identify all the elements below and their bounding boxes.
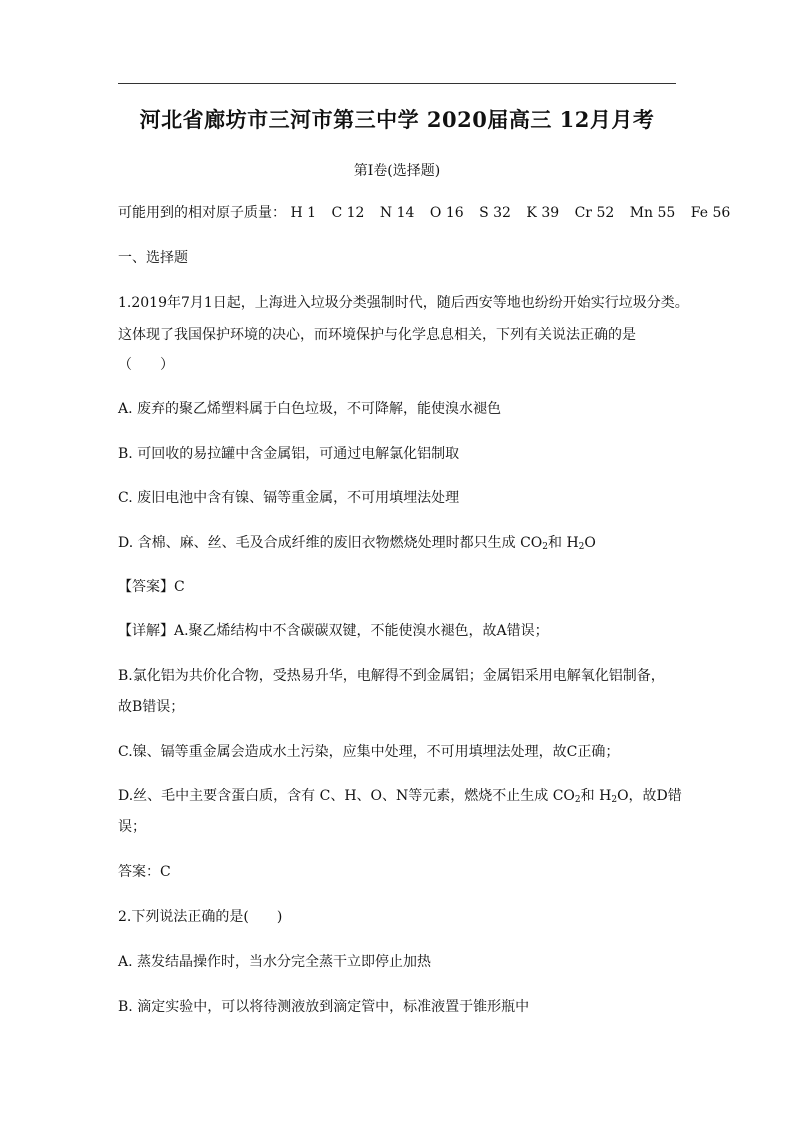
h2o-subscript: 2: [578, 542, 585, 552]
q1-option-d-prefix: D. 含棉、麻、丝、毛及合成纤维的废旧衣物燃烧处理时都只生成 CO: [118, 535, 543, 551]
q1-stem-line1: 1.2019年7月1日起，上海进入垃圾分类强制时代，随后西安等地也纷纷开始实行垃圾分类。: [118, 295, 689, 311]
atomic-mass-item: C 12: [331, 205, 365, 221]
q1-option-d-mid: 和 H: [548, 535, 579, 551]
atomic-mass-item: K 39: [526, 205, 560, 221]
atomic-mass-label: 可能用到的相对原子质量：: [118, 205, 286, 221]
atomic-mass-item: Fe 56: [690, 205, 731, 221]
q2-stem: 2.下列说法正确的是( ): [118, 909, 283, 925]
q1-explanation-a: 【详解】A.聚乙烯结构中不含碳碳双键，不能使溴水褪色，故A错误；: [118, 623, 549, 639]
page-title: 河北省廊坊市三河市第三中学 2020届高三 12月月考: [139, 107, 655, 132]
q1-explanation-b-line2: 故B错误；: [118, 699, 185, 715]
section-subtitle: 第Ⅰ卷(选择题): [353, 163, 441, 179]
q1-explanation-d-line1: [118, 786, 682, 806]
q1-exp-d-mid: 和 H: [580, 788, 612, 804]
q1-option-c: C. 废旧电池中含有镍、镉等重金属，不可用填埋法处理: [118, 490, 460, 506]
q1-stem-line2: 这体现了我国保护环境的决心，而环境保护与化学息息相关，下列有关说法正确的是: [118, 327, 636, 343]
q1-option-d: [118, 533, 596, 553]
atomic-mass-item: O 16: [429, 205, 464, 221]
q1-blank: （ ）: [118, 357, 174, 373]
co2-subscript: 2: [542, 542, 548, 552]
q1-option-d-suffix: O: [584, 535, 596, 551]
section-heading: 一、选择题: [118, 250, 188, 266]
q1-explanation-b-line1: B.氯化铝为共价化合物，受热易升华，电解得不到金属铝；金属铝采用电解氧化铝制备，: [118, 668, 665, 684]
atomic-mass-item: N 14: [379, 205, 415, 221]
co2-subscript: 2: [574, 795, 581, 805]
atomic-mass-item: Cr 52: [574, 205, 615, 221]
q1-explanation-c: C.镍、镉等重金属会造成水土污染，应集中处理，不可用填埋法处理，故C正确；: [118, 744, 620, 760]
q1-option-a: A. 废弃的聚乙烯塑料属于白色垃圾，不可降解，能使溴水褪色: [118, 401, 502, 417]
q1-answer: 【答案】C: [118, 579, 185, 595]
atomic-mass-item: H 1: [290, 205, 317, 221]
header-rule: [118, 83, 676, 84]
atomic-mass-line: [118, 203, 741, 223]
q2-option-b: B. 滴定实验中，可以将待测液放到滴定管中，标准液置于锥形瓶中: [118, 999, 530, 1015]
q1-final-answer: 答案：C: [118, 864, 171, 880]
h2o-subscript: 2: [611, 795, 618, 805]
atomic-mass-item: S 32: [479, 205, 511, 221]
q1-exp-d-prefix: D.丝、毛中主要含蛋白质，含有 C、H、O、N等元素，燃烧不止生成 CO: [118, 788, 575, 804]
q2-option-a: A. 蒸发结晶操作时，当水分完全蒸干立即停止加热: [118, 954, 432, 970]
atomic-mass-item: Mn 55: [629, 205, 676, 221]
q1-option-b: B. 可回收的易拉罐中含金属铝，可通过电解氯化铝制取: [118, 446, 460, 462]
q1-explanation-d-line2: 误；: [118, 819, 146, 835]
q1-exp-d-suffix: O，故D错: [617, 788, 682, 804]
